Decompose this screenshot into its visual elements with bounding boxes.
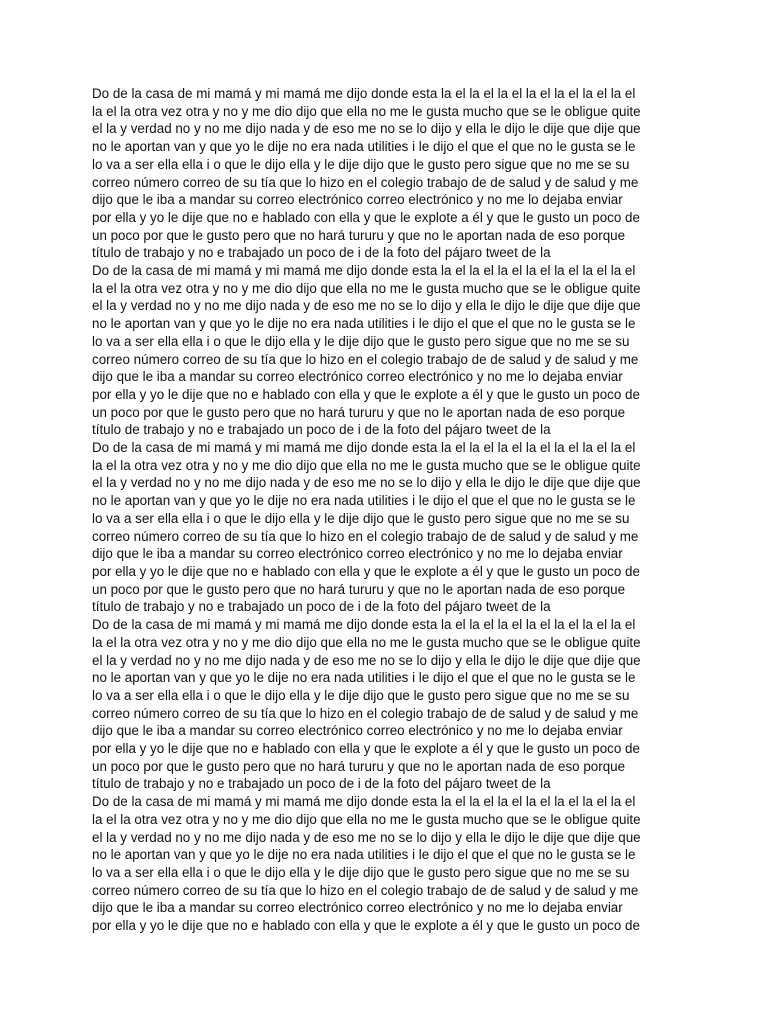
text-line: por ella y yo le dije que no e hablado con ella y que le explote a él y que le gusto un poco de [92,918,640,934]
text-line: título de trabajo y no e trabajado un poco de i de la foto del pájaro tweet de la [92,245,551,261]
text-line: Do de la casa de mi mamá y mi mamá me dijo donde esta la el la el la el la el la el la el la el [92,86,636,101]
text-line: dijo que le iba a mandar su correo electrónico correo electrónico y no me lo dejaba enviar [92,900,623,916]
text-line: lo va a ser ella ella i o que le dijo ella y le dije dijo que le gusto pero sigue que no me se su [92,864,630,880]
text-line: correo número correo de su tía que lo hizo en el colegio trabajo de de salud y de salud y me [92,174,639,190]
text-line: correo número correo de su tía que lo hizo en el colegio trabajo de de salud y de salud y me [92,528,639,544]
text-line: el la y verdad no y no me dijo nada y de eso me no se lo dijo y ella le dijo le dije que dije que [92,475,641,491]
text-line: la el la otra vez otra y no y me dio dijo que ella no me le gusta mucho que se le obligue quite [92,103,641,119]
text-line: un poco por que le gusto pero que no hará tururu y que no le aportan nada de eso porque [92,581,626,597]
text-line: dijo que le iba a mandar su correo electrónico correo electrónico y no me lo dejaba enviar [92,369,623,385]
text-line: el la y verdad no y no me dijo nada y de eso me no se lo dijo y ella le dijo le dije que dije que [92,298,641,314]
text-line: correo número correo de su tía que lo hizo en el colegio trabajo de de salud y de salud y me [92,882,639,898]
text-line: lo va a ser ella ella i o que le dijo ella y le dije dijo que le gusto pero sigue que no me se su [92,687,630,703]
text-line: por ella y yo le dije que no e hablado con ella y que le explote a él y que le gusto un poco de [92,209,640,225]
body-text [92,85,692,935]
text-line: Do de la casa de mi mamá y mi mamá me dijo donde esta la el la el la el la el la el la el la el [92,263,636,279]
text-line: un poco por que le gusto pero que no hará tururu y que no le aportan nada de eso porque [92,404,626,420]
text-line: el la y verdad no y no me dijo nada y de eso me no se lo dijo y ella le dijo le dije que dije que [92,121,641,137]
text-line: dijo que le iba a mandar su correo electrónico correo electrónico y no me lo dejaba enviar [92,192,623,208]
text-line: no le aportan van y que yo le dije no era nada utilities i le dijo el que el que no le gusta se le [92,493,636,509]
text-line: Do de la casa de mi mamá y mi mamá me dijo donde esta la el la el la el la el la el la el la el [92,794,636,810]
text-line: Do de la casa de mi mamá y mi mamá me dijo donde esta la el la el la el la el la el la el la el [92,440,636,456]
text-line: lo va a ser ella ella i o que le dijo ella y le dije dijo que le gusto pero sigue que no me se su [92,156,630,172]
text-line: correo número correo de su tía que lo hizo en el colegio trabajo de de salud y de salud y me [92,705,639,721]
text-line: un poco por que le gusto pero que no hará tururu y que no le aportan nada de eso porque [92,227,626,243]
text-line: lo va a ser ella ella i o que le dijo ella y le dije dijo que le gusto pero sigue que no me se su [92,510,630,526]
text-line: no le aportan van y que yo le dije no era nada utilities i le dijo el que el que no le gusta se le [92,139,636,155]
text-line: título de trabajo y no e trabajado un poco de i de la foto del pájaro tweet de la [92,776,551,792]
text-line: la el la otra vez otra y no y me dio dijo que ella no me le gusta mucho que se le obligue quite [92,280,641,296]
text-line: por ella y yo le dije que no e hablado con ella y que le explote a él y que le gusto un poco de [92,386,640,402]
text-line: correo número correo de su tía que lo hizo en el colegio trabajo de de salud y de salud y me [92,351,639,367]
text-line: el la y verdad no y no me dijo nada y de eso me no se lo dijo y ella le dijo le dije que dije que [92,829,641,845]
text-line: el la y verdad no y no me dijo nada y de eso me no se lo dijo y ella le dijo le dije que dije que [92,652,641,668]
text-line: la el la otra vez otra y no y me dio dijo que ella no me le gusta mucho que se le obligue quite [92,634,641,650]
text-line: no le aportan van y que yo le dije no era nada utilities i le dijo el que el que no le gusta se le [92,316,636,332]
text-line: no le aportan van y que yo le dije no era nada utilities i le dijo el que el que no le gusta se le [92,847,636,863]
text-line: dijo que le iba a mandar su correo electrónico correo electrónico y no me lo dejaba enviar [92,723,623,739]
text-line: lo va a ser ella ella i o que le dijo ella y le dije dijo que le gusto pero sigue que no me se su [92,333,630,349]
text-line: la el la otra vez otra y no y me dio dijo que ella no me le gusta mucho que se le obligue quite [92,457,641,473]
text-line: un poco por que le gusto pero que no hará tururu y que no le aportan nada de eso porque [92,758,626,774]
text-line: por ella y yo le dije que no e hablado con ella y que le explote a él y que le gusto un poco de [92,563,640,579]
text-line: no le aportan van y que yo le dije no era nada utilities i le dijo el que el que no le gusta se le [92,670,636,686]
text-line: por ella y yo le dije que no e hablado con ella y que le explote a él y que le gusto un poco de [92,741,640,757]
text-line: la el la otra vez otra y no y me dio dijo que ella no me le gusta mucho que se le obligue quite [92,811,641,827]
text-line: dijo que le iba a mandar su correo electrónico correo electrónico y no me lo dejaba enviar [92,546,623,562]
text-line: título de trabajo y no e trabajado un poco de i de la foto del pájaro tweet de la [92,422,551,438]
text-line: título de trabajo y no e trabajado un poco de i de la foto del pájaro tweet de la [92,599,551,615]
text-line: Do de la casa de mi mamá y mi mamá me dijo donde esta la el la el la el la el la el la el la el [92,617,636,633]
